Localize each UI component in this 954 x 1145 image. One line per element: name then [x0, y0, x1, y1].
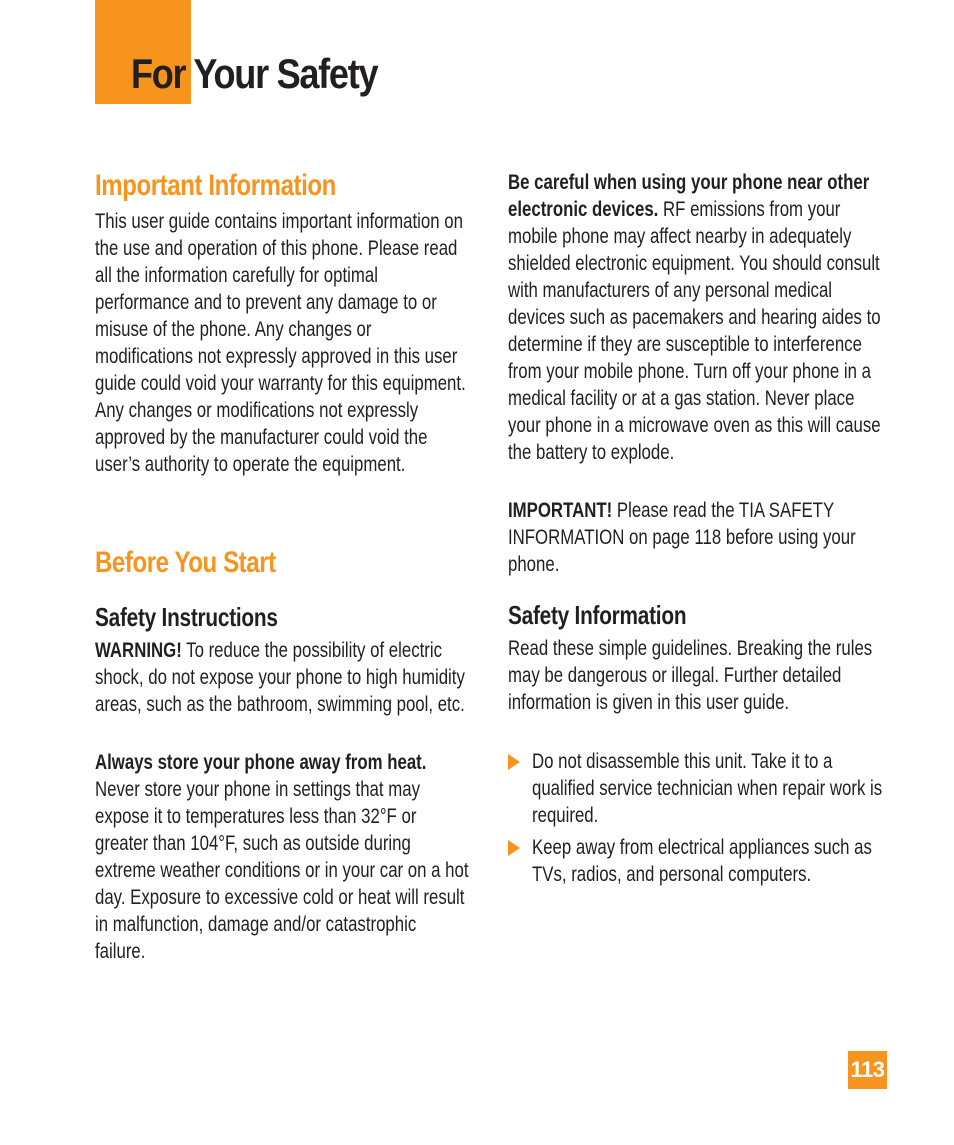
list-item	[508, 748, 954, 829]
before-you-start-heading: Before You Start	[95, 546, 276, 579]
bullet-arrow-icon	[508, 840, 520, 856]
important-note-text: Please read the TIA SAFETY INFORMATION on page 118 before using your phone.	[508, 499, 856, 576]
heat-text: Never store your phone in settings that may expose it to temperatures less than 32°F or greater than 104°F, such as outside during extreme weather conditions or in your car on a hot day. Exposure to excessive cold or heat will result in malfunction, damage and/or catastrophic failure.	[95, 778, 469, 963]
list-item	[508, 834, 954, 888]
safety-information-intro: Read these simple guidelines. Breaking the rules may be dangerous or illegal. Further detailed information is given in this user guide.	[508, 637, 873, 714]
warning-paragraph	[95, 637, 471, 718]
warning-text: To reduce the possibility of electric shock, do not expose your phone to high humidity areas, such as the bathroom, swimming pool, etc.	[95, 639, 465, 716]
important-note-paragraph	[508, 497, 889, 578]
page-title: For Your Safety	[131, 50, 378, 97]
heat-label: Always store your phone away from heat.	[95, 751, 427, 774]
bullet-arrow-icon	[508, 754, 520, 770]
electronic-devices-label: Be careful when using your phone near other electronic devices.	[508, 171, 870, 221]
important-information-text: This user guide contains important information on the use and operation of this phone. Please read all the information carefully for optimal performance and to prevent any damage to or misuse of the phone. Any changes or modifications not expressly approved in this user guide could void your warranty for this equipment. Any changes or modifications not expressly approved by the manufacturer could void the user’s authority to operate the equipment.	[95, 210, 466, 476]
safety-instructions-heading: Safety Instructions	[95, 602, 278, 632]
important-note-label: IMPORTANT!	[508, 499, 613, 522]
safety-information-heading: Safety Information	[508, 600, 687, 630]
page-number: 113	[848, 1051, 887, 1089]
electronic-devices-text: RF emissions from your mobile phone may affect nearby in adequately shielded electronic equipment. You should consult with manufacturers of any personal medical devices such as pacemakers and hearing aides to determine if they are susceptible to interference from your mobile phone. Turn off your phone in a medical facility or at a gas station. Never place your phone in a microwave oven as this will cause the battery to explode.	[508, 198, 881, 464]
heat-paragraph	[95, 749, 471, 965]
electronic-devices-paragraph	[508, 169, 889, 466]
warning-label: WARNING!	[95, 639, 182, 662]
list-item-text: Keep away from electrical appliances such as TVs, radios, and personal computers.	[532, 836, 872, 886]
important-information-heading: Important Information	[95, 169, 336, 202]
list-item-text: Do not disassemble this unit. Take it to a qualified service technician when repair work is required.	[532, 750, 883, 827]
